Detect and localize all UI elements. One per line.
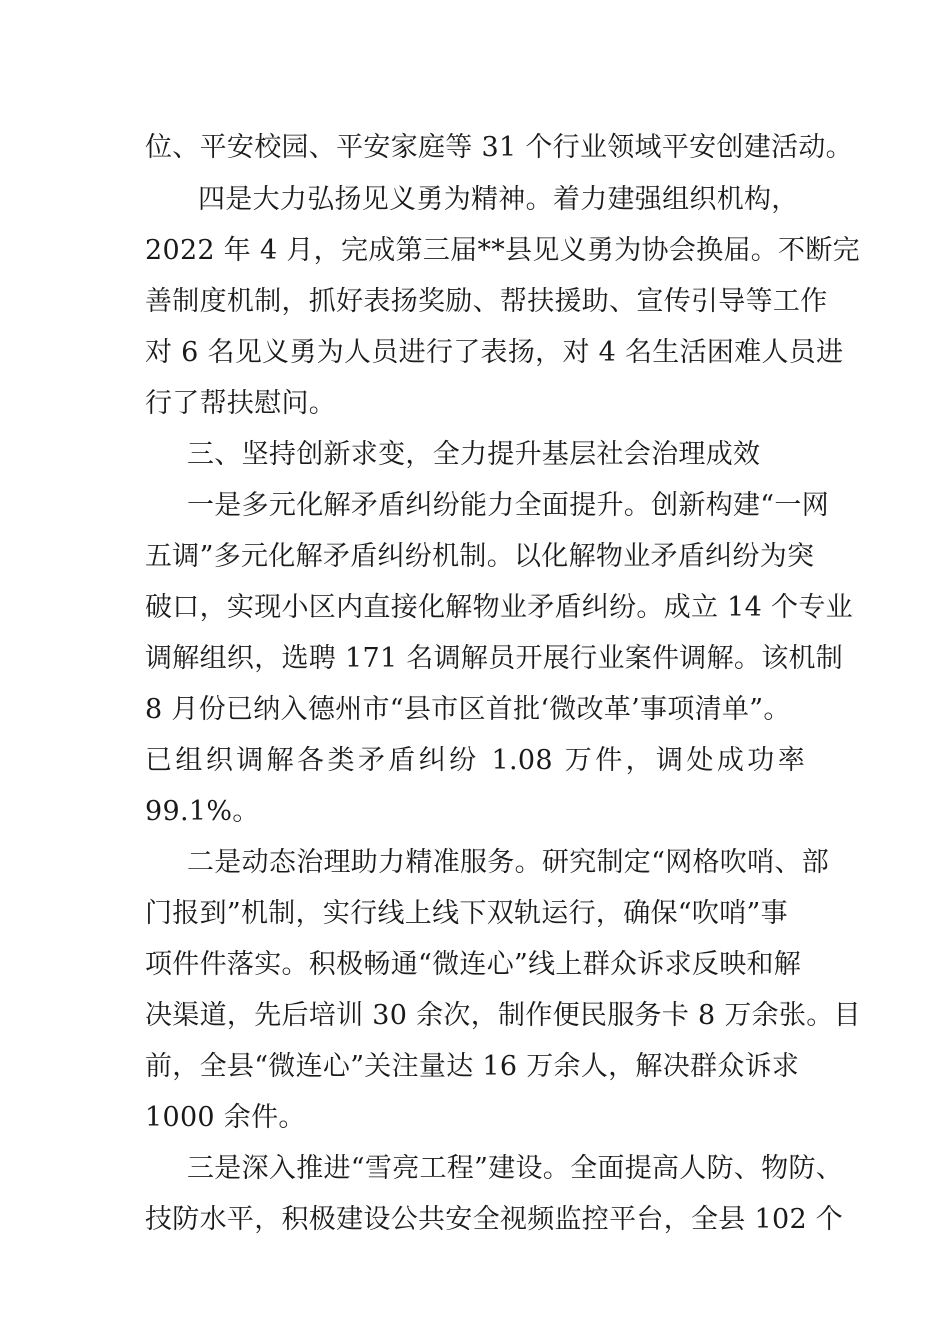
text-line-21: 三是深入推进“雪亮工程”建设。全面提高人防、物防、 — [187, 1153, 844, 1184]
text-line-12: 8 月份已纳入德州市“县市区首批‘微改革’事项清单”。 — [145, 694, 791, 725]
text-line-20: 1000 余件。 — [145, 1102, 306, 1133]
text-line-4: 善制度机制，抓好表扬奖励、帮扶援助、宣传引导等工作 — [145, 286, 828, 317]
text-line-8: 一是多元化解矛盾纠纷能力全面提升。创新构建“一网 — [187, 490, 830, 521]
text-line-11: 调解组织，选聘 171 名调解员开展行业案件调解。该机制 — [145, 643, 844, 674]
text-line-22: 技防水平，积极建设公共安全视频监控平台，全县 102 个 — [145, 1204, 844, 1235]
text-line-2: 四是大力弘扬见义勇为精神。着力建强组织机构， — [198, 184, 799, 215]
text-line-3: 2022 年 4 月，完成第三届**县见义勇为协会换届。不断完 — [145, 235, 860, 266]
text-line-5: 对 6 名见义勇为人员进行了表扬，对 4 名生活困难人员进 — [145, 337, 844, 368]
text-line-1: 位、平安校园、平安家庭等 31 个行业领域平安创建活动。 — [145, 132, 853, 163]
text-line-14: 99.1%。 — [145, 796, 260, 827]
text-line-13-content: 已组织调解各类矛盾纠纷 1.08 万件，调处成功率 — [145, 745, 805, 776]
text-line-18: 决渠道，先后培训 30 余次，制作便民服务卡 8 万余张。目 — [145, 1000, 861, 1031]
text-line-16: 门报到”机制，实行线上线下双轨运行，确保“吹哨”事 — [145, 898, 788, 929]
text-line-6: 行了帮扶慰问。 — [145, 388, 337, 419]
section-heading: 三、坚持创新求变，全力提升基层社会治理成效 — [187, 439, 761, 470]
text-line-15: 二是动态治理助力精准服务。研究制定“网格吹哨、部 — [187, 847, 830, 878]
text-line-10: 破口，实现小区内直接化解物业矛盾纠纷。成立 14 个专业 — [145, 592, 853, 623]
text-line-13 — [145, 746, 805, 776]
text-line-19: 前，全县“微连心”关注量达 16 万余人，解决群众诉求 — [145, 1051, 800, 1082]
text-line-17: 项件件落实。积极畅通“微连心”线上群众诉求反映和解 — [145, 949, 802, 980]
text-line-9: 五调”多元化解矛盾纠纷机制。以化解物业矛盾纠纷为突 — [145, 541, 815, 572]
